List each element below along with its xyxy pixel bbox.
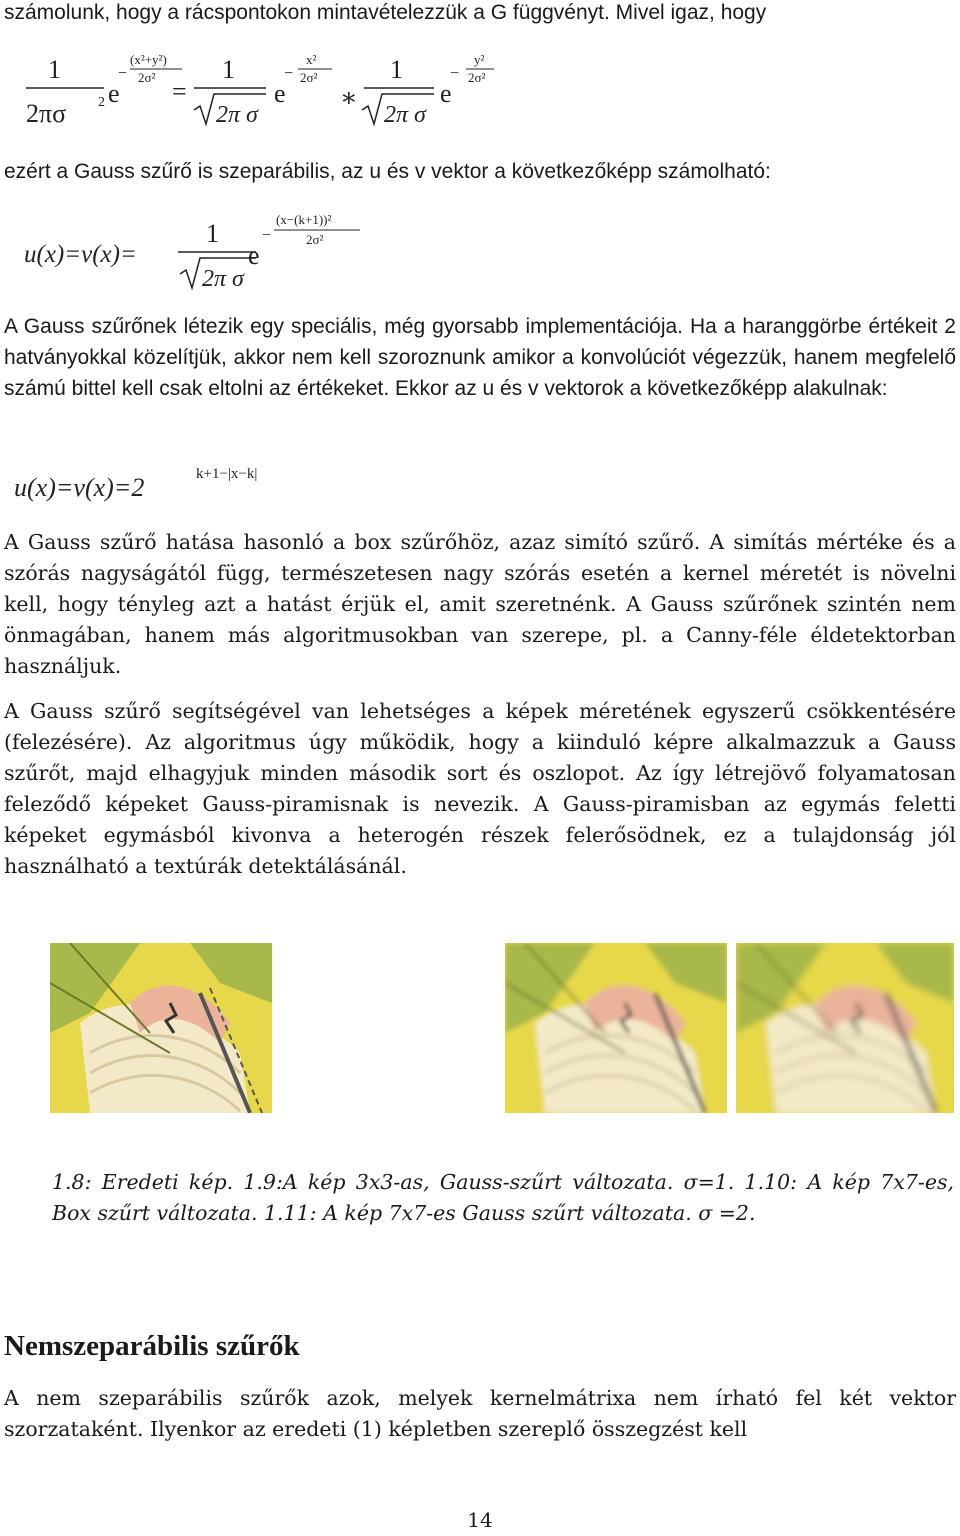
svg-text:2π σ: 2π σ bbox=[216, 102, 258, 128]
svg-text:1: 1 bbox=[390, 55, 403, 84]
svg-text:2σ²: 2σ² bbox=[300, 70, 318, 85]
svg-text:(x−(k+1))²: (x−(k+1))² bbox=[276, 212, 332, 227]
formula-gauss-separability bbox=[22, 44, 492, 134]
gauss-filtered-image bbox=[505, 943, 727, 1113]
svg-text:y²: y² bbox=[474, 52, 485, 67]
svg-text:1: 1 bbox=[206, 219, 219, 248]
svg-text:−: − bbox=[118, 65, 128, 82]
section-heading: Nemszeparábilis szűrők bbox=[4, 1330, 300, 1362]
svg-text:x²: x² bbox=[306, 52, 317, 67]
svg-text:2σ²: 2σ² bbox=[138, 70, 156, 85]
svg-text:1: 1 bbox=[48, 55, 61, 84]
svg-text:2σ²: 2σ² bbox=[306, 232, 324, 247]
svg-text:2π σ: 2π σ bbox=[384, 102, 426, 128]
svg-text:u(x)=v(x)=2: u(x)=v(x)=2 bbox=[14, 473, 145, 502]
svg-text:1: 1 bbox=[222, 55, 235, 84]
paragraph-nonseparable: A nem szeparábilis szűrők azok, melyek kernelmátrixa nem írható fel két vektor szorzataként. Ilyenkor az eredeti (1) képletben szereplő összegzést kell bbox=[4, 1386, 956, 1441]
svg-text:k+1−|x−k|: k+1−|x−k| bbox=[196, 466, 258, 482]
svg-text:e: e bbox=[274, 79, 286, 108]
paragraph-fast-implementation: A Gauss szűrőnek létezik egy speciális, még gyorsabb implementációja. Ha a haranggörbe értékeit 2 hatványokkal közelítjük, akkor nem kell szoroznunk amikor a konvolúciót végezzük, hanem megfelelő számú bittel kell csak eltolni az értékeket. Ekkor az u és v vektorok a következőképp alakulnak: bbox=[4, 315, 956, 400]
formula-power-of-two bbox=[12, 458, 292, 508]
paragraph-effect: A Gauss szűrő hatása hasonló a box szűrőhöz, azaz simító szűrő. A simítás mértéke és a szórás nagyságától függ, természetesen nagy szórás esetén a kernel méretét is növelni kell, hogy tényleg azt a hatást érjük el, amit szeretnénk. A Gauss szűrőnek szintén nem önmagában, hanem más algoritmusokban van szerepe, pl. a Canny-féle éldetektorban használjuk. bbox=[4, 530, 956, 678]
paragraph-separable: ezért a Gauss szűrő is szeparábilis, az u és v vektor a következőképp számolható: bbox=[4, 160, 771, 183]
page-number: 14 bbox=[467, 1508, 493, 1532]
svg-text:e: e bbox=[108, 79, 120, 108]
paragraph-pyramid: A Gauss szűrő segítségével van lehetséges a képek méretének egyszerű csökkentésére (felezésére). Az algoritmus úgy működik, hogy a kiinduló képre alkalmazzuk a Gauss szűrőt, majd elhagyjuk minden második sort és oszlopot. Az így létrejövő folyamatosan feleződő képeket Gauss-piramisnak is nevezik. A Gauss-piramisban az egymás feletti képeket egymásból kivonva a heterogén részek felerősödnek, ez a tulajdonság jól használható a textúrák detektálásánál. bbox=[4, 699, 956, 878]
svg-text:−: − bbox=[262, 227, 272, 244]
svg-text:u(x)=v(x)=: u(x)=v(x)= bbox=[24, 241, 137, 268]
paragraph-intro: számolunk, hogy a rácspontokon mintavételezzük a G függvényt. Mivel igaz, hogy bbox=[4, 1, 767, 24]
svg-text:−: − bbox=[284, 65, 294, 82]
svg-text:2: 2 bbox=[98, 95, 105, 110]
formula-gauss-vector bbox=[22, 204, 382, 294]
svg-text:=: = bbox=[172, 77, 187, 106]
svg-text:2σ²: 2σ² bbox=[468, 70, 486, 85]
svg-text:e: e bbox=[440, 79, 452, 108]
svg-text:2πσ: 2πσ bbox=[26, 99, 67, 128]
svg-text:e: e bbox=[248, 241, 260, 270]
gauss-filtered-image-sigma2 bbox=[736, 943, 954, 1113]
svg-text:2π σ: 2π σ bbox=[202, 266, 244, 292]
svg-text:(x²+y²): (x²+y²) bbox=[130, 52, 167, 67]
svg-text:∗: ∗ bbox=[340, 83, 358, 112]
original-image bbox=[50, 943, 272, 1113]
figure-caption: 1.8: Eredeti kép. 1.9:A kép 3x3-as, Gauss-szűrt változata. σ=1. 1.10: A kép 7x7-es, Box szűrt változata. 1.11: A kép 7x7-es Gauss szűrt változata. σ =2. bbox=[52, 1170, 954, 1225]
svg-text:−: − bbox=[450, 65, 460, 82]
